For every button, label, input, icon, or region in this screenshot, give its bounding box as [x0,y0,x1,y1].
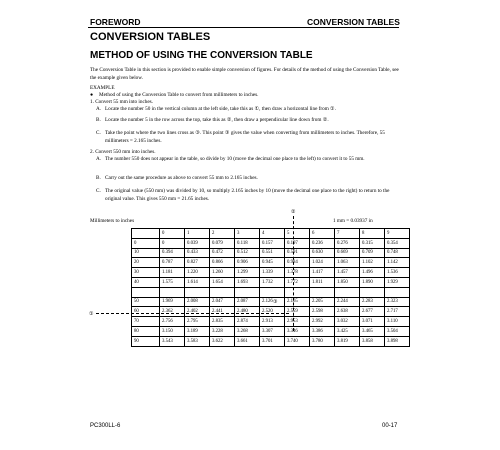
table-cell: 3.701 [260,336,285,346]
table-row-header: 30 [132,268,160,278]
table-cell: 1.457 [335,268,360,278]
table-cell: 2.244 [335,297,360,307]
conversion-table [131,228,410,347]
table-cell: 3.898 [385,336,410,346]
table-row [132,297,410,307]
table-cell: 1.614 [185,277,210,287]
table-row [132,258,410,268]
table-row-header: 0 [132,238,160,248]
table-cell: 0.276 [335,238,360,248]
table-row-header: 40 [132,277,160,287]
table-cell: 2.559 [285,307,310,317]
example-heading: EXAMPLE [90,85,115,91]
table-row [132,248,410,258]
table-cell: 2.756 [160,317,185,327]
table-cell: 3.268 [235,326,260,336]
intro-paragraph: The Conversion Table in this section is provided to enable simple conversion of figures. For details of the method of using the Conversion Table, see the example given below. [90,67,399,81]
table-row-header: 10 [132,248,160,258]
table-cell: 3.622 [210,336,235,346]
table-cell: 2.874 [235,317,260,327]
table-row [132,336,410,346]
table-cell: 1.339 [260,268,285,278]
table-cell [185,287,210,297]
step2-a-text: The number 550 does not appear in the table, so divide by 10 (move the decimal one place to the left) to convert it to 55 mm. [105,156,365,162]
table-cell [260,287,285,297]
step1-b-label: B. [96,117,101,123]
table-cell: 0.866 [210,258,235,268]
table-cell: 0.827 [185,258,210,268]
table-cell: 1.772 [285,277,310,287]
table-cell [385,287,410,297]
table-cell: 2.441 [210,307,235,317]
table-row-header: 60 [132,307,160,317]
table-cell: 1.181 [160,268,185,278]
table-row-header [132,287,160,297]
table-cell: 3.543 [160,336,185,346]
table-row [132,238,410,248]
table-cell: 0.315 [360,238,385,248]
table-cell: 0.984 [285,258,310,268]
table-row-header: 50 [132,297,160,307]
table-cell: 1.063 [335,258,360,268]
table-cell: 2.008 [185,297,210,307]
table-row [132,326,410,336]
table-cell: 2.835 [210,317,235,327]
footer-model: PC300LL-6 [90,423,121,429]
table-cell: 2.402 [185,307,210,317]
table-cell: 2.638 [335,307,360,317]
table-cell: 1.850 [335,277,360,287]
table-cell: 2.717 [385,307,410,317]
table-cell: 2.677 [360,307,385,317]
table-cell [235,287,260,297]
table-cell: 3.189 [185,326,210,336]
table-cell: 0.236 [310,238,335,248]
table-cell: 0.551 [260,248,285,258]
table-cell: 1.536 [385,268,410,278]
table-cell: 1.496 [360,268,385,278]
table-cell: 0.630 [310,248,335,258]
table-cell: 0.433 [185,248,210,258]
step2-a-label: A. [96,156,102,162]
table-row [132,268,410,278]
table-cell [310,287,335,297]
table-cell: 2.205 [310,297,335,307]
result-cell: 2.165 [285,297,310,307]
step1-c-label: C. [96,130,101,136]
table-cell: 0.709 [360,248,385,258]
table-cell: 3.307 [260,326,285,336]
table-cell: 3.346 [285,326,310,336]
step2-b-text: Carry out the same procedure as above to convert 55 mm to 2.165 inches. [105,175,258,181]
table-header-cell: 5 [285,229,310,239]
table-cell: 1.417 [310,268,335,278]
table-cell: 0.906 [235,258,260,268]
table-cell: 2.126 [260,297,285,307]
table-cell: 2.087 [235,297,260,307]
footer-page-number: 00-17 [382,423,398,429]
table-header-cell: 4 [260,229,285,239]
table-cell: 0.354 [385,238,410,248]
table-cell: 2.323 [385,297,410,307]
table-cell: 0.591 [285,248,310,258]
step1-a-label: A. [96,106,102,112]
table-cell: 0.945 [260,258,285,268]
table-cell [210,287,235,297]
table-cell: 3.150 [160,326,185,336]
table-cell: 1.024 [310,258,335,268]
table-header-cell: 3 [235,229,260,239]
table-row [132,287,410,297]
table-cell: 2.047 [210,297,235,307]
table-cell: 0.079 [210,238,235,248]
table-cell: 3.819 [335,336,360,346]
table-cell: 0.197 [285,238,310,248]
table-header-cell: 8 [360,229,385,239]
table-cell: 3.386 [310,326,335,336]
table-cell [360,287,385,297]
table-header-cell: 2 [210,229,235,239]
step2-b-label: B. [96,175,101,181]
table-cell [335,287,360,297]
table-cell [285,287,310,297]
table-cell: 3.032 [335,317,360,327]
table-cell: 2.362 [160,307,185,317]
table-row-header: 90 [132,336,160,346]
table-cell: 0.512 [235,248,260,258]
table-cell: 0.748 [385,248,410,258]
column-marker-2: ② [291,210,296,215]
row-marker-1: ① [89,312,94,317]
table-cell: 0.787 [160,258,185,268]
table-cell: 1.811 [310,277,335,287]
table-cell: 1.929 [385,277,410,287]
table-cell: 2.953 [285,317,310,327]
table-cell: 0.118 [235,238,260,248]
step1-b-text: Locate the number 5 in the row across the top, take this as ②, then draw a perpendicular line down from ②. [105,117,329,123]
table-header-cell [132,229,160,239]
table-cell: 1.220 [185,268,210,278]
table-cell: 3.228 [210,326,235,336]
step2-c-text: The original value (550 mm) was divided by 10, so multiply 2.165 inches by 10 (move the decimal one place to the right) to return to the original value. This gives 550 mm = 21.65 inches. [105,188,390,202]
table-header-cell: 7 [335,229,360,239]
table-cell: 3.071 [360,317,385,327]
table-cell: 3.425 [335,326,360,336]
table-cell: 0.669 [335,248,360,258]
table-cell: 3.661 [235,336,260,346]
step1-a-text: Locate the number 50 in the vertical column at the left side, take this as ①, then draw a horizontal line from ①. [105,106,336,112]
table-cell: 2.520 [260,307,285,317]
table-cell: 0.394 [160,248,185,258]
bullet-icon: ● [90,92,94,98]
table-row-header: 80 [132,326,160,336]
table-cell: 2.913 [260,317,285,327]
table-cell: 1.102 [360,258,385,268]
table-cell: 3.740 [285,336,310,346]
table-cell: 1.969 [160,297,185,307]
header-left: FOREWORD [90,17,141,27]
table-row [132,317,410,327]
table-header-cell: 0 [160,229,185,239]
table-row-header: 70 [132,317,160,327]
table-cell: 0.472 [210,248,235,258]
table-cell: 1.890 [360,277,385,287]
table-cell [160,287,185,297]
step1-title: 1. Convert 55 mm into inches. [90,99,153,105]
table-cell: 3.465 [360,326,385,336]
table-cell: 3.858 [360,336,385,346]
table-row [132,277,410,287]
table-cell: 1.732 [260,277,285,287]
cross-marker-3: ③ [273,300,278,305]
table-cell: 1.693 [235,277,260,287]
table-cell: 3.780 [310,336,335,346]
table-header-cell: 9 [385,229,410,239]
header-rule [88,27,399,28]
table-caption-left: Millimeters to inches [90,218,135,224]
table-header-cell: 1 [185,229,210,239]
step1-c-text: Take the point where the two lines cross as ③. This point ③ gives the value when converting from millimeters to inches. Therefore, 55 millimeters = 2.165 inches. [105,130,385,144]
table-row-header: 20 [132,258,160,268]
table-cell: 2.992 [310,317,335,327]
table-cell: 0.039 [185,238,210,248]
section-title: METHOD OF USING THE CONVERSION TABLE [90,50,313,61]
table-cell: 1.378 [285,268,310,278]
table-caption-right: 1 mm = 0.03937 in [333,218,373,224]
method-text: Method of using the Conversion Table to convert from millimeters to inches. [99,92,259,98]
table-header-row [132,229,410,239]
table-cell: 2.283 [360,297,385,307]
table-cell: 2.795 [185,317,210,327]
table-cell: 1.142 [385,258,410,268]
step2-c-label: C. [96,188,101,194]
table-cell: 3.504 [385,326,410,336]
step2-title: 2. Convert 550 mm into inches. [90,149,156,155]
table-cell: 1.575 [160,277,185,287]
table-cell: 2.598 [310,307,335,317]
table-cell: 0 [160,238,185,248]
table-header-cell: 6 [310,229,335,239]
table-cell: 1.654 [210,277,235,287]
header-right: CONVERSION TABLES [307,17,400,27]
page-title: CONVERSION TABLES [90,31,211,43]
table-cell: 1.299 [235,268,260,278]
table-row [132,307,410,317]
table-cell: 1.260 [210,268,235,278]
table-cell: 2.480 [235,307,260,317]
table-cell: 3.110 [385,317,410,327]
table-cell: 0.157 [260,238,285,248]
table-cell: 3.583 [185,336,210,346]
